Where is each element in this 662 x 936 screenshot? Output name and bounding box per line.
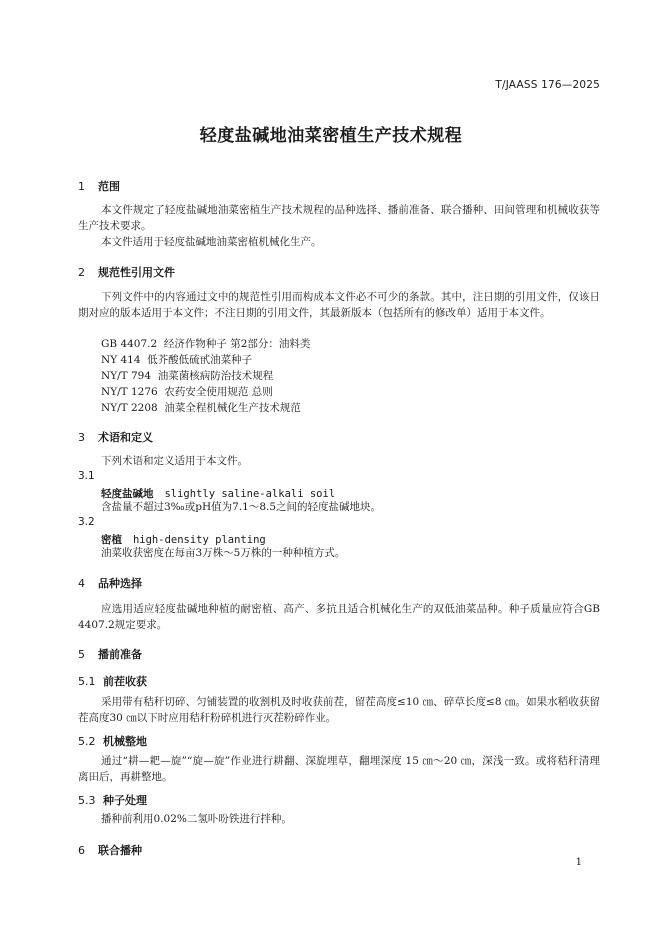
- term-chinese: 密植: [101, 534, 122, 546]
- section-heading-combined-sowing: [78, 842, 142, 858]
- section-title: 规范性引用文件: [98, 266, 175, 279]
- term-number: 3.2: [78, 516, 95, 528]
- subsection-heading-land-preparation: [78, 733, 147, 749]
- section-heading-variety-selection: [78, 575, 142, 591]
- section-title: 播前准备: [98, 648, 142, 661]
- section-heading-pre-sowing: [78, 646, 142, 662]
- reference-item: NY/T 1276 农药安全使用规范 总则: [101, 386, 273, 398]
- section-title: 范围: [98, 180, 120, 193]
- section-title: 品种选择: [98, 577, 142, 590]
- subsection-number: 5.2: [78, 735, 96, 748]
- section-number: 2: [78, 266, 85, 279]
- term-english: high-density planting: [132, 534, 266, 546]
- subsection-number: 5.3: [78, 794, 96, 807]
- section-heading-terms: [78, 429, 153, 445]
- term-chinese: 轻度盐碱地: [101, 488, 154, 500]
- term-definition: 含盐量不超过3‰或pH值为7.1～8.5之间的轻度盐碱地块。: [101, 501, 382, 513]
- section-number: 5: [78, 648, 85, 661]
- page-number: 1: [575, 857, 582, 868]
- section-number: 4: [78, 577, 85, 590]
- paragraph: 通过“耕—耙—旋”“旋—旋”作业进行耕翻、深旋埋草，翻埋深度 15 ㎝～20 ㎝，深浅一致。或将秸秆清理离田后，再耕整地。: [78, 755, 600, 783]
- paragraph: 采用带有秸秆切碎、匀铺装置的收割机及时收获前茬，留茬高度≤10 ㎝、碎草长度≤8 ㎝。如果水稻收获留茬高度30 ㎝以下时应用秸秆粉碎机进行灭茬粉碎作业。: [78, 696, 600, 724]
- reference-item: NY 414 低芥酸低硫甙油菜种子: [101, 354, 253, 366]
- subsection-title: 机械整地: [103, 735, 147, 748]
- subsection-title: 前茬收获: [103, 675, 147, 688]
- document-title: 轻度盐碱地油菜密植生产技术规程: [199, 126, 463, 146]
- paragraph: 播种前利用0.02%二氢卟吩铁进行拌种。: [101, 813, 292, 825]
- term-definition: 油菜收获密度在每亩3万株～5万株的一种种植方式。: [101, 547, 346, 559]
- reference-item: GB 4407.2 经济作物种子 第2部分：油料类: [101, 338, 311, 350]
- section-title: 术语和定义: [98, 431, 153, 444]
- subsection-heading-seed-treatment: [78, 792, 147, 808]
- reference-item: NY/T 2208 油菜全程机械化生产技术规范: [101, 402, 301, 414]
- subsection-heading-previous-crop: [78, 673, 147, 689]
- section-title: 联合播种: [98, 844, 142, 857]
- standard-number: T/JAASS 176—2025: [495, 79, 600, 91]
- section-number: 1: [78, 180, 85, 193]
- paragraph: 下列术语和定义适用于本文件。: [101, 455, 248, 467]
- section-heading-scope: [78, 178, 120, 194]
- paragraph: 下列文件中的内容通过文中的规范性引用而构成本文件必不可少的条款。其中，注日期的引用文件，仅该日期对应的版本适用于本文件；不注日期的引用文件，其最新版本（包括所有的修改单）适用于本文件。: [78, 291, 600, 319]
- section-number: 3: [78, 431, 85, 444]
- section-heading-normative-references: [78, 264, 175, 280]
- reference-item: NY/T 794 油菜菌核病防治技术规程: [101, 370, 274, 382]
- term-english: slightly saline-alkali soil: [164, 488, 336, 500]
- section-number: 6: [78, 844, 85, 857]
- subsection-title: 种子处理: [103, 794, 147, 807]
- paragraph: 本文件规定了轻度盐碱地油菜密植生产技术规程的品种选择、播前准备、联合播种、田间管理和机械收获等生产技术要求。: [78, 204, 600, 232]
- paragraph: 应选用适应轻度盐碱地种植的耐密植、高产、多抗且适合机械化生产的双低油菜品种。种子质量应符合GB 4407.2规定要求。: [78, 603, 600, 631]
- paragraph: 本文件适用于轻度盐碱地油菜密植机械化生产。: [101, 236, 322, 248]
- term-number: 3.1: [78, 470, 95, 482]
- subsection-number: 5.1: [78, 675, 96, 688]
